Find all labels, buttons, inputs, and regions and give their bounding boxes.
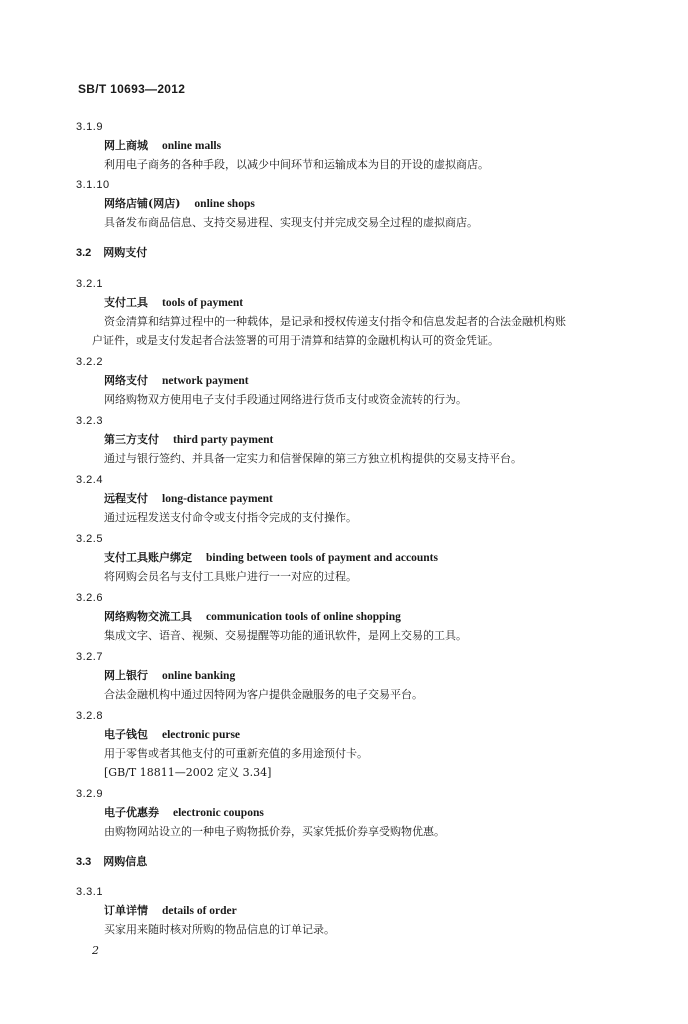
term-zh: 电子优惠券	[104, 806, 159, 819]
term-en: binding between tools of payment and accounts	[206, 552, 438, 564]
term-en: third party payment	[173, 434, 274, 446]
term-en: online shops	[194, 198, 255, 210]
term-heading	[104, 904, 237, 918]
term-definition: 利用电子商务的各种手段，以减少中间环节和运输成本为目的开设的虚拟商店。	[104, 158, 489, 171]
section-title: 网购支付	[103, 247, 148, 259]
term-zh: 网络店铺(网店)	[104, 197, 181, 210]
clause-number: 3.2.2	[76, 356, 103, 368]
term-zh: 网上商城	[104, 139, 148, 152]
term-heading	[104, 728, 240, 742]
term-heading	[104, 374, 249, 388]
term-heading	[104, 806, 264, 820]
term-definition: 买家用来随时核对所购的物品信息的订单记录。	[104, 923, 335, 936]
term-zh: 网络支付	[104, 374, 148, 387]
section-number: 3.3	[76, 856, 92, 868]
term-definition: 用于零售或者其他支付的可重新充值的多用途预付卡。	[104, 747, 368, 760]
term-heading	[104, 492, 273, 506]
term-definition: 合法金融机构中通过因特网为客户提供金融服务的电子交易平台。	[104, 688, 423, 701]
term-zh: 电子钱包	[104, 728, 148, 741]
term-zh: 订单详情	[104, 904, 148, 917]
term-definition-continued: 户证件，或是支付发起者合法签署的可用于清算和结算的金融机构认可的资金凭证。	[92, 334, 499, 347]
clause-number: 3.3.1	[76, 886, 103, 898]
term-definition: 资金清算和结算过程中的一种载体，是记录和授权传递支付指令和信息发起者的合法金融机构账	[104, 315, 566, 328]
term-definition: 将网购会员名与支付工具账户进行一一对应的过程。	[104, 570, 357, 583]
clause-number: 3.2.6	[76, 592, 103, 604]
term-heading	[104, 139, 221, 153]
standard-code-header: SB/T 10693—2012	[78, 82, 186, 96]
term-en: electronic purse	[162, 729, 241, 741]
term-zh: 第三方支付	[104, 433, 159, 446]
clause-number: 3.2.7	[76, 651, 103, 663]
reference-note: [GB/T 18811—2002 定义 3.34]	[104, 766, 272, 779]
clause-number: 3.1.10	[76, 179, 110, 191]
term-definition: 具备发布商品信息、支持交易进程、实现支付并完成交易全过程的虚拟商店。	[104, 216, 478, 229]
term-en: long-distance payment	[162, 493, 273, 505]
term-definition: 集成文字、语音、视频、交易提醒等功能的通讯软件，是网上交易的工具。	[104, 629, 467, 642]
term-zh: 远程支付	[104, 492, 148, 505]
term-heading	[104, 551, 438, 565]
term-heading	[104, 197, 255, 211]
clause-number: 3.2.9	[76, 788, 103, 800]
term-heading	[104, 433, 273, 447]
term-definition: 通过远程发送支付命令或支付指令完成的支付操作。	[104, 511, 357, 524]
term-en: communication tools of online shopping	[206, 611, 401, 623]
page-number: 2	[92, 944, 99, 957]
term-heading	[104, 296, 243, 310]
term-en: details of order	[162, 905, 237, 917]
term-zh: 支付工具账户绑定	[104, 551, 192, 564]
term-en: network payment	[162, 375, 249, 387]
term-definition: 网络购物双方使用电子支付手段通过网络进行货币支付或资金流转的行为。	[104, 393, 467, 406]
term-zh: 网上银行	[104, 669, 148, 682]
section-title: 网购信息	[103, 856, 148, 868]
clause-number: 3.2.4	[76, 474, 103, 486]
clause-number: 3.2.8	[76, 710, 103, 722]
section-number: 3.2	[76, 247, 92, 259]
clause-number: 3.2.3	[76, 415, 103, 427]
section-heading	[76, 246, 147, 260]
term-definition: 通过与银行签约、并具备一定实力和信誉保障的第三方独立机构提供的交易支持平台。	[104, 452, 522, 465]
term-en: online banking	[162, 670, 236, 682]
term-zh: 网络购物交流工具	[104, 610, 192, 623]
clause-number: 3.1.9	[76, 121, 103, 133]
term-heading	[104, 669, 235, 683]
clause-number: 3.2.1	[76, 278, 103, 290]
term-definition: 由购物网站设立的一种电子购物抵价券，买家凭抵价券享受购物优惠。	[104, 825, 445, 838]
term-heading	[104, 610, 401, 624]
term-en: tools of payment	[162, 297, 244, 309]
section-heading	[76, 855, 147, 869]
term-en: electronic coupons	[173, 807, 264, 819]
term-zh: 支付工具	[104, 296, 148, 309]
term-en: online malls	[162, 140, 222, 152]
clause-number: 3.2.5	[76, 533, 103, 545]
